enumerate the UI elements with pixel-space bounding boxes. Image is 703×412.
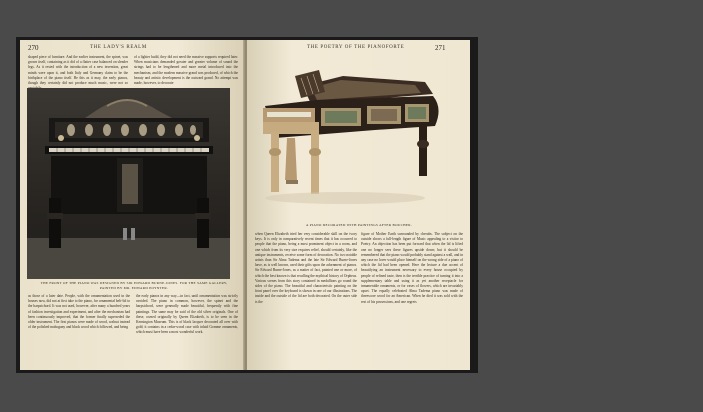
left-top-column-1: shaped piece of furniture. And the earlier instrument, the spinet, was grown itself, containing as it did of a flatter case balanced on slender legs. As it rested with the introduction of a new invention, great minds were upon it, and both Italy and Germany claim to be the birthplace of the piano itself. Be this as it may, the early pianos, though they certainly did not produce much music, were not so	[28, 55, 128, 86]
left-page-number: 270	[28, 44, 39, 52]
left-bottom-column-2: the early pianos in any way—in fact, until ornamentation was strictly avoided. The piano in common, however, the spinet and the harpsichord, were generally made beautiful, frequently with fine paintings. The same may be said of the old silver originals. One of these, owned originally by Queen Elizabeth, is to be seen in the Kensington Museum. This is of black lacquer decorated all over with gold; it contains in a cedar-wood case with inlaid Gomme ornaments, which must have been a most wonderful work.	[136, 294, 238, 335]
right-bottom-column-2: figure of Mother Earth surrounded by cherubs. The subject on the outside shows a full-length figure of Music appealing to a visitor to Poetry. An objection has been put forward that when the lid is lifted one no longer sees these figures upside down; but it should be remembered that the piano would probably stand against a wall, and in any case no lover would place himself on the wrong side of a piano of which the lid had been opened. Here the lecture a due accent of beautifying an instrument necessary to every house occupied by people of refined taste, then is the terrible practice of turning it into a supplementary table and using it as yet another receptacle for innumerable ornaments, or for vases of flowers, which are invariably upset. The equally celebrated Alma Tadema piano was made of threescore wood for an American. When he died it was sold with the rest of his possessions, and one regrets	[361, 232, 463, 304]
right-page-number: 271	[435, 44, 446, 52]
right-running-head: THE POETRY OF THE PIANOFORTE	[307, 45, 405, 50]
left-plate-caption: THE FRONT OF THE PIANO WAS DESIGNED BY SIR EDWARD BURNE-JONES. FOR THE SAME GALLERY, PAINTED BY MR. EDWARD POYNTER.	[40, 281, 228, 290]
left-running-head: THE LADY'S REALM	[90, 45, 147, 50]
grand-piano-illustration	[255, 68, 445, 218]
left-top-column-2: of a lighter build, they did not need the massive supports required later. When musicians demanded greater and greater volume of sound the strings had to be lengthened and more metal introduced into the mechanism, and the modern massive grand was produced, of which the beauty and artistic development is the outward grand. No attempt was made, however, to decorate	[134, 55, 238, 86]
right-bottom-column-1: when Queen Elizabeth tried her very considerable skill on the ivory keys. It is only in comparatively recent times that it has occurred to people that the piano, being a most prominent object in a room, and one which from its very size requires relief, should certainly, like the antique instruments, receive some form of decoration. No two notable artists than Sir Alma Tadema and the late Sir Edward Burne-Jones have, as is well known, used their gifts upon the adornment of pianos. Sir Edward Burne-Jones, as a matter of fact, painted one or more, of which the best known is that recalling the mythical history of Orpheus. Various scenes from this story contained in medallions go round the sides of the piano. The beautiful and characteristic painting on the front panel over the keyboard is shown in one of our illustrations. The inside and the outside of the lid are both decorated. On the outer side is the	[255, 232, 358, 304]
right-plate-caption: A PIANO DECORATED WITH PAINTINGS AFTER BOUCHER.	[306, 223, 412, 227]
upright-piano-photo	[27, 88, 230, 279]
left-bottom-column-1: as those of a later date. People, with the ornamentation used in the houses now, did not at first take to the piano, for ornamental belt-lid to the harpsichord. It was not used, however, after many a hundred years of fashion investigation and experiment, and after the mechanism had been continuously improved, that the former finally superseded the older instrument. The first pianos were made of wood, walnut instead of the polished mahogany and black wood which followed, and being	[28, 294, 130, 330]
